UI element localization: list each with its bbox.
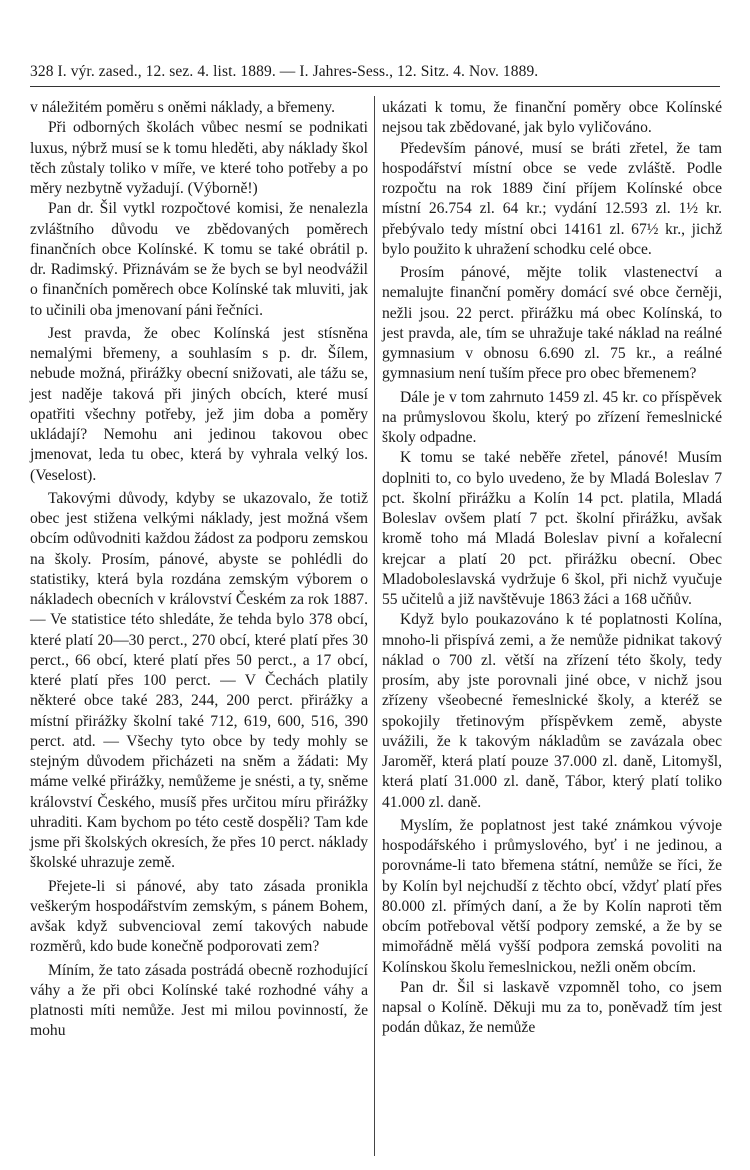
paragraph: Pan dr. Šil si laskavě vzpomněl toho, co jsem napsal o Kolíně. Děkuji mu za to, poněvadž tím jest podán důkaz, že nemůže	[382, 978, 722, 1037]
paragraph: Prosím pánové, mějte tolik vlastenectví a nemalujte finanční poměry domácí své obce černěji, nežli jsou. 22 perct. přirážku má obec Kolínská, to jest pravda, ale, tím se uhražuje také náklad na reálné gymnasium v obnosu 6.690 zl. 75 kr., a reálné gymnasium není tuším přece pro obec břemenem?	[382, 264, 722, 383]
paragraph: Míním, že tato zásada postrádá obecně rozhodující váhy a že při obci Kolínské také rozhodné váhy a platnosti míti nemůže. Jest mi milou povinností, že mohu	[30, 961, 368, 1040]
paragraph: Takovými důvody, kdyby se ukazovalo, že totiž obec jest stižena velkými náklady, jest možná všem obcím odůvodniti každou žádost za podporu zemskou na školy. Prosím, pánové, abyste se pohlédli do statistiky, která byla rozdána zemským výborem o nákladech obecních v království Českém za rok 1887. — Ve statistice této shledáte, že tehda bylo 378 obcí, které platí 20—30 perct., 270 obcí, které platí přes 30 perct., 66 obcí, které platí přes 50 perct., a 17 obcí, které platí přes 100 perct. — V Čechách platily některé obce také 283, 244, 200 perct. přirážky a místní přirážky školní také 712, 619, 600, 516, 390 perct. atd. — Všechy tyto obce by tedy mohly se stejným důvodem přicházeti na sněm a žádati: My máme velké přirážky, nemůžeme je snésti, a ty, sněme království Českého, musíš přes určitou míru přirážky uhraditi. Kam bychom po této cestě dospěli? Tam kde jsme při školských okresích, že přes 10 perct. náklady školské uhrazuje země.	[30, 489, 368, 872]
paragraph: K tomu se také neběře zřetel, pánové! Musím doplniti to, co bylo uvedeno, že by Mladá Boleslav 7 pct. školní přirážku a Kolín 14 pct. platila, Mladá Boleslav ovšem platí 7 pct. školní přirážku, avšak kromě toho má Mladá Boleslav pivní a kořalecní krejcar a platí 20 pct. přirážku obecní. Obec Mladoboleslavská vydržuje 6 škol, při nichž vyučuje 55 učitelů a již navštěvuje 1863 žáci a 168 učňův.	[382, 449, 722, 608]
column-divider	[374, 96, 375, 1156]
paragraph: Především pánové, musí se bráti zřetel, že tam hospodářství místní obce se vede zvláště. Podle rozpočtu na rok 1889 činí příjem Kolínské obce místní 26.754 zl. 64 kr.; vydání 12.593 zl. 1½ kr. přebývalo tedy místní obci 14161 zl. 67½ kr., jichž bylo použito k uhražení schodku celé obce.	[382, 139, 722, 258]
page-header: 328 I. výr. zased., 12. sez. 4. list. 1889. — I. Jahres-Sess., 12. Sitz. 4. Nov. 1889.	[30, 63, 539, 80]
left-column	[30, 98, 368, 1042]
paragraph: Přejete-li si pánové, aby tato zásada pronikla veškerým hospodářstvím zemským, s pánem Bohem, avšak když subvencioval zemí takových nabude rozměrů, kdo bude konečně podporovati zem?	[30, 877, 368, 956]
paragraph: Při odborných školách vůbec nesmí se podnikati luxus, nýbrž musí se k tomu hleděti, aby náklady škol těch zůstaly toliko v míře, ve které toho potřeby a po měry nezbytně vyžadují. (Výborně!)	[30, 119, 368, 197]
paragraph: Jest pravda, že obec Kolínská jest stísněna nemalými břemeny, a souhlasím s p. dr. Šílem, nebude možná, přirážky obecní snižovati, ale tážu se, jest naděje taková při jiných obcích, které musí opatřiti všechny potřeby, jež jim doba a poměry ukládají? Nemohu ani jedinou takovou obec jmenovat, leda tu obec, která by vyhrala velký los. (Veselost).	[30, 324, 368, 484]
paragraph: ukázati k tomu, že finanční poměry obce Kolínské nejsou tak zbědované, jak bylo vyličováno.	[382, 99, 722, 137]
paragraph: Když bylo poukazováno k té poplatnosti Kolína, mnoho-li přispívá zemi, a že nemůže pidnikat takový náklad o 700 zl. větší na zřízení této školy, tedy prosím, aby jste porovnali jiné obce, v nichž jsou zřízeny všeobecné řemeslnické školy, a kteréž se spokojily třetinovým příspěvkem země, abyste uvážili, že k takovým nákladům se zavázala obec Jaroměř, která platí pouze 37.000 zl. daně, Litomyšl, která platí 31.000 zl. daně, Tábor, který platí toliko 41.000 zl. daně.	[382, 611, 722, 811]
paragraph: Pan dr. Šil vytkl rozpočtové komisi, že nenalezla zvláštního důvodu ve zbědovaných poměrech finančních obce Kolínské. K tomu se také obrátil p. dr. Radimský. Přiznávám se že bych se byl neodvážil o finančních poměrech obce Kolínské tak mluviti, jak to učinili oba jmenovaní páni řečníci.	[30, 200, 368, 319]
right-column	[382, 98, 722, 1039]
paragraph: Dále je v tom zahrnuto 1459 zl. 45 kr. co příspěvek na průmyslovou školu, který po zřízení řemeslnické školy odpadne.	[382, 388, 722, 446]
paragraph: Myslím, že poplatnost jest také známkou vývoje hospodářského i průmyslového, byť i ne jedinou, a porovnáme-li tato břemena státní, nemůže se říci, že by Kolín byl nejchudší z těchto obcí, vždyť platí přes 80.000 zl. přímých daní, a že by Kolín naproti těm obcím potřeboval větší podpory zemské, a že by se mimořádně mělá vyšší podpora zemská povoliti na Kolínskou školu řemeslnickou, nežli oněm obcím.	[382, 816, 722, 976]
paragraph: v náležitém poměru s oněmi náklady, a břemeny.	[30, 99, 335, 116]
header-rule	[30, 86, 720, 87]
